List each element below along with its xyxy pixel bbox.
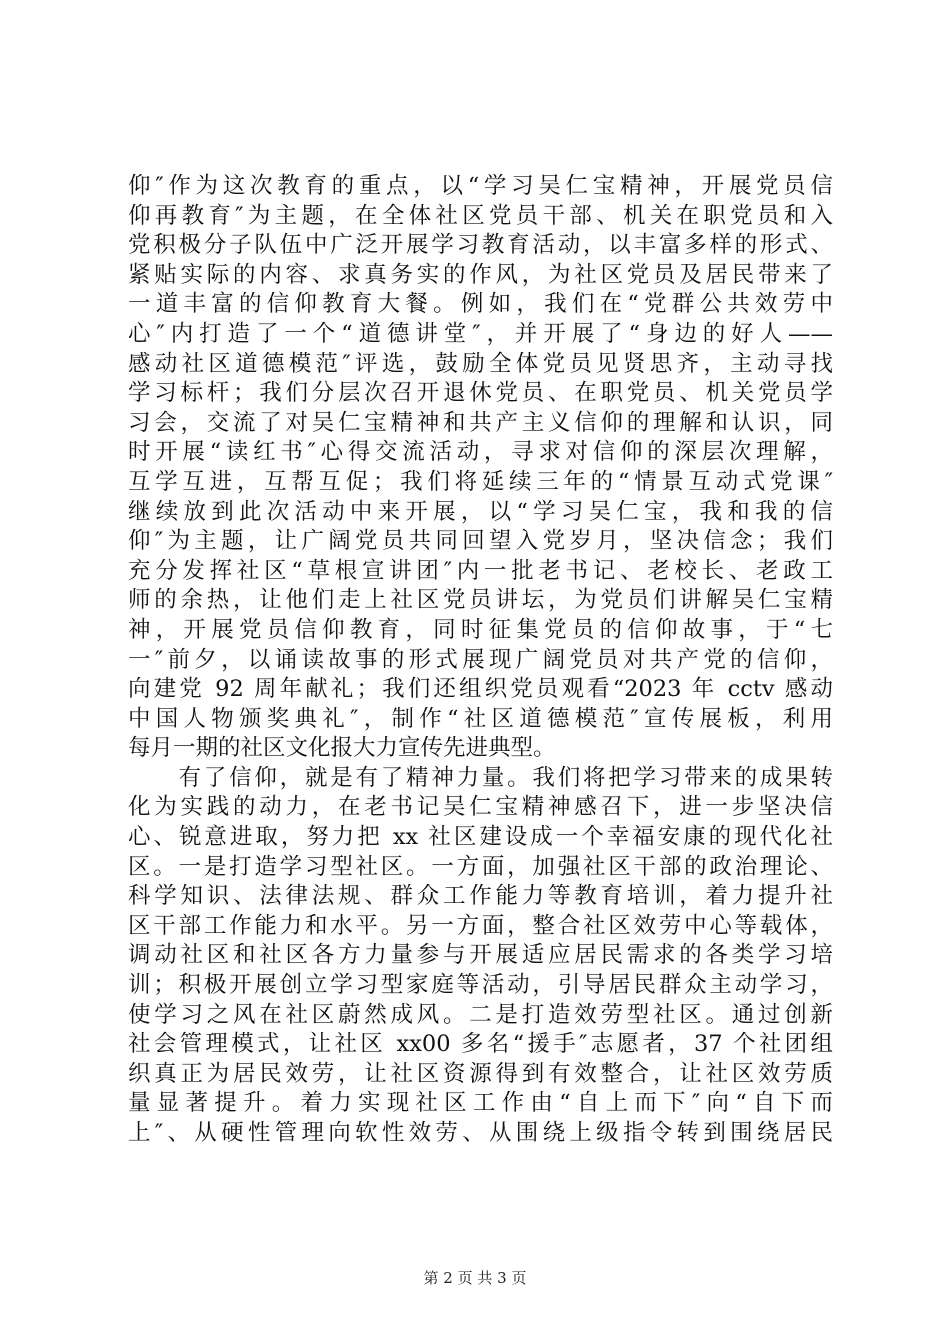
text-line: 一道丰富的信仰教育大餐。例如，我们在“党群公共效劳中 <box>128 291 833 318</box>
text-line: 互学互进，互帮互促；我们将延续三年的“情景互动式党课″ <box>128 468 833 495</box>
text-line: 区干部工作能力和水平。另一方面，整合社区效劳中心等载体， <box>128 912 833 939</box>
text-line: 心、锐意进取，努力把 xx 社区建设成一个幸福安康的现代化社 <box>128 824 833 851</box>
text-line: 量显著提升。着力实现社区工作由“自上而下″向“自下而 <box>128 1090 833 1117</box>
text-line: 中国人物颁奖典礼″，制作“社区道德模范″宣传展板，利用 <box>128 705 833 732</box>
text-line: 调动社区和社区各方力量参与开展适应居民需求的各类学习培 <box>128 942 833 969</box>
text-line: 区。一是打造学习型社区。一方面，加强社区干部的政治理论、 <box>128 853 833 880</box>
text-line: 社会管理模式，让社区 xx00 多名“援手″志愿者，37 个社团组 <box>128 1031 833 1058</box>
text-line: 时开展“读红书″心得交流活动，寻求对信仰的深层次理解， <box>128 439 833 466</box>
text-line: 上″、从硬性管理向软性效劳、从围绕上级指令转到围绕居民 <box>128 1120 833 1146</box>
paragraph-end-line: 每月一期的社区文化报大力宣传先进典型。 <box>128 735 556 762</box>
body-text <box>128 172 833 1149</box>
text-line: 充分发挥社区“草根宣讲团″内一批老书记、老校长、老政工 <box>128 557 833 584</box>
text-line: 神，开展党员信仰教育，同时征集党员的信仰故事，于“七 <box>128 616 833 643</box>
text-line: 训；积极开展创立学习型家庭等活动，引导居民群众主动学习， <box>128 972 833 999</box>
text-line: 紧贴实际的内容、求真务实的作风，为社区党员及居民带来了 <box>128 261 833 288</box>
text-line: 仰″作为这次教育的重点，以“学习吴仁宝精神，开展党员信 <box>128 173 833 199</box>
text-line: 向建党 92 周年献礼；我们还组织党员观看“2023 年 cctv 感动 <box>128 676 833 703</box>
text-line: 使学习之风在社区蔚然成风。二是打造效劳型社区。通过创新 <box>128 1001 833 1028</box>
text-line: 心″内打造了一个“道德讲堂″，并开展了“身边的好人—— <box>128 320 833 347</box>
text-line: 化为实践的动力，在老书记吴仁宝精神感召下，进一步坚决信 <box>128 794 833 821</box>
text-line: 感动社区道德模范″评选，鼓励全体党员见贤思齐，主动寻找 <box>128 350 833 377</box>
text-line: 一″前夕，以诵读故事的形式展现广阔党员对共产党的信仰， <box>128 646 833 673</box>
text-line: 仰再教育″为主题，在全体社区党员干部、机关在职党员和入 <box>128 202 833 229</box>
text-line: 师的余热，让他们走上社区党员讲坛，为党员们讲解吴仁宝精 <box>128 587 833 614</box>
paragraph-start-line: 有了信仰，就是有了精神力量。我们将把学习带来的成果转 <box>128 764 833 791</box>
text-line: 习会，交流了对吴仁宝精神和共产主义信仰的理解和认识，同 <box>128 409 833 436</box>
text-line: 继续放到此次活动中来开展，以“学习吴仁宝，我和我的信 <box>128 498 833 525</box>
page-number-footer: 第 2 页 共 3 页 <box>423 1269 527 1287</box>
text-line: 学习标杆；我们分层次召开退休党员、在职党员、机关党员学 <box>128 380 833 407</box>
text-line: 仰″为主题，让广阔党员共同回望入党岁月，坚决信念；我们 <box>128 528 833 555</box>
text-line: 织真正为居民效劳，让社区资源得到有效整合，让社区效劳质 <box>128 1060 833 1087</box>
text-line: 科学知识、法律法规、群众工作能力等教育培训，着力提升社 <box>128 883 833 910</box>
text-line: 党积极分子队伍中广泛开展学习教育活动，以丰富多样的形式、 <box>128 232 833 259</box>
